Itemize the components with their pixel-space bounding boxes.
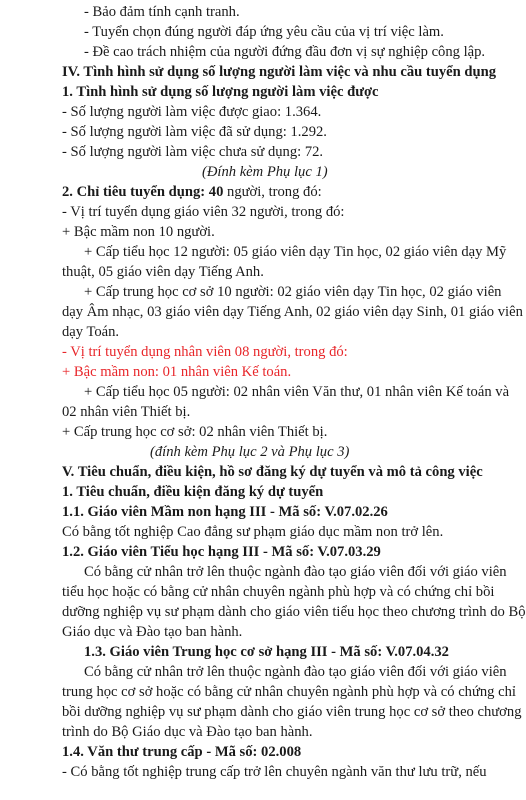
section-v-heading: V. Tiêu chuẩn, điều kiện, hồ sơ đăng ký dự tuyển và mô tả công việc bbox=[62, 464, 483, 480]
unused-count-line: - Số lượng người làm việc chưa sử dụng: 72. bbox=[62, 144, 324, 160]
primary-staff-line-cont: 02 nhân viên Thiết bị. bbox=[62, 404, 191, 420]
criteria-heading: 1. Tiêu chuẩn, điều kiện đăng ký dự tuyển bbox=[62, 484, 324, 500]
primary-teacher-code-heading: 1.2. Giáo viên Tiểu học hạng III - Mã số: V.07.03.29 bbox=[62, 544, 381, 560]
secondary-teacher-requirement-1: Có bằng cử nhân trở lên thuộc ngành đào tạo giáo viên đối với giáo viên bbox=[84, 664, 507, 680]
secondary-teachers-line-cont: dạy Âm nhạc, 03 giáo viên dạy Tiếng Anh, 02 giáo viên dạy Sinh, 01 giáo viên bbox=[62, 304, 523, 320]
clerk-code-heading: 1.4. Văn thư trung cấp - Mã số: 02.008 bbox=[62, 744, 302, 760]
bullet-responsibility: - Đề cao trách nhiệm của người đứng đầu đơn vị sự nghiệp công lập. bbox=[84, 44, 486, 60]
staff-positions-line: - Vị trí tuyển dụng nhân viên 08 người, trong đó: bbox=[62, 344, 348, 360]
primary-teacher-requirement-2: tiểu học hoặc có bằng cử nhân chuyên ngành phù hợp và có chứng chỉ bồi bbox=[62, 584, 495, 600]
secondary-teacher-code-heading: 1.3. Giáo viên Trung học cơ sở hạng III - Mã số: V.07.04.32 bbox=[84, 644, 449, 660]
secondary-teachers-line: + Cấp trung học cơ sở 10 người: 02 giáo viên dạy Tin học, 02 giáo viên bbox=[84, 284, 502, 300]
subsection-2-heading bbox=[62, 182, 322, 202]
primary-teacher-requirement-4: Giáo dục và Đào tạo ban hành. bbox=[62, 624, 243, 640]
primary-staff-line: + Cấp tiểu học 05 người: 02 nhân viên Văn thư, 01 nhân viên Kế toán và bbox=[84, 384, 510, 400]
primary-teachers-line-cont: thuật, 05 giáo viên dạy Tiếng Anh. bbox=[62, 264, 264, 280]
preschool-staff-line: + Bậc mầm non: 01 nhân viên Kế toán. bbox=[62, 364, 292, 380]
secondary-teacher-requirement-4: trình do Bộ Giáo dục và Đào tạo ban hành. bbox=[62, 724, 313, 740]
bullet-right-person: - Tuyển chọn đúng người đáp ứng yêu cầu của vị trí việc làm. bbox=[84, 24, 444, 40]
preschool-teacher-code-heading: 1.1. Giáo viên Mầm non hạng III - Mã số: V.07.02.26 bbox=[62, 504, 388, 520]
bullet-competitiveness: - Bảo đảm tính cạnh tranh. bbox=[84, 4, 240, 20]
preschool-teachers-line: + Bậc mầm non 10 người. bbox=[62, 224, 215, 240]
appendix-2-3-note: (đính kèm Phụ lục 2 và Phụ lục 3) bbox=[150, 444, 350, 460]
primary-teacher-requirement-1: Có bằng cử nhân trở lên thuộc ngành đào tạo giáo viên đối với giáo viên bbox=[84, 564, 507, 580]
subsection-1-heading: 1. Tình hình sử dụng số lượng người làm việc được bbox=[62, 84, 379, 100]
secondary-teacher-requirement-2: trung học cơ sở hoặc có bằng cử nhân chuyên ngành phù hợp và có chứng chỉ bbox=[62, 684, 516, 700]
secondary-staff-line: + Cấp trung học cơ sở: 02 nhân viên Thiết bị. bbox=[62, 424, 328, 440]
clerk-requirement-1: - Có bằng tốt nghiệp trung cấp trở lên chuyên ngành văn thư lưu trữ, nếu bbox=[62, 764, 487, 780]
assigned-count-line: - Số lượng người làm việc được giao: 1.364. bbox=[62, 104, 322, 120]
quota-label: 2. Chỉ tiêu tuyển dụng: 40 bbox=[62, 184, 224, 200]
primary-teacher-requirement-3: dưỡng nghiệp vụ sư phạm dành cho giáo viên tiểu học theo chương trình do Bộ bbox=[62, 604, 526, 620]
quota-suffix: người, trong đó: bbox=[223, 184, 322, 200]
secondary-teachers-line-end: dạy Toán. bbox=[62, 324, 120, 340]
preschool-teacher-requirement: Có bằng tốt nghiệp Cao đẳng sư phạm giáo dục mầm non trở lên. bbox=[62, 524, 444, 540]
used-count-line: - Số lượng người làm việc đã sử dụng: 1.292. bbox=[62, 124, 327, 140]
secondary-teacher-requirement-3: bồi dưỡng nghiệp vụ sư phạm dành cho giáo viên trung học cơ sở theo chương bbox=[62, 704, 522, 720]
teacher-positions-line: - Vị trí tuyển dụng giáo viên 32 người, trong đó: bbox=[62, 204, 345, 220]
appendix-1-note: (Đính kèm Phụ lục 1) bbox=[202, 164, 328, 180]
primary-teachers-line: + Cấp tiểu học 12 người: 05 giáo viên dạy Tin học, 02 giáo viên dạy Mỹ bbox=[84, 244, 507, 260]
section-iv-heading: IV. Tình hình sử dụng số lượng người làm việc và nhu cầu tuyển dụng bbox=[62, 64, 497, 80]
